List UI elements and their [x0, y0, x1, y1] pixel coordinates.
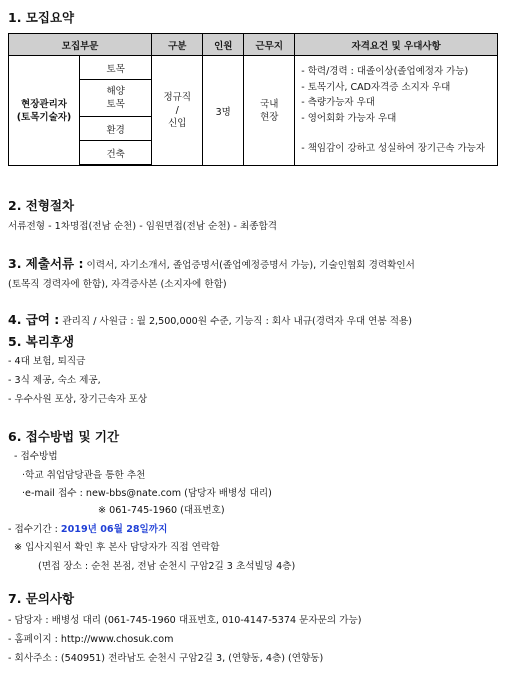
header-division: 모집부문: [9, 34, 152, 56]
location-cell: [244, 56, 295, 166]
benefit-item: - 3식 제공, 숙소 제공,: [8, 375, 101, 386]
section-3-title: 3. 제출서류 :: [8, 256, 84, 271]
section-5-title: 5. 복리후생: [8, 334, 75, 349]
type-line: /: [175, 105, 179, 116]
documents-line-1: [8, 254, 415, 272]
condition-item: - 영어회화 가능자 우대: [301, 112, 397, 124]
location-line: 국내: [260, 98, 279, 110]
inquiry-address: - 회사주소 : (540951) 전라남도 순천시 구암2길 3, (연향동, 4층) (연향동): [8, 653, 324, 664]
type-line: 신입: [168, 118, 187, 129]
documents-line-2: (토목직 경력자에 한함), 자격증사본 (소지자에 한함): [8, 279, 227, 290]
header-location: 근무지: [244, 34, 295, 56]
condition-item: - 측량가능자 우대: [301, 97, 375, 108]
section-7-title: 7. 문의사항: [8, 591, 75, 606]
period-line: [8, 521, 167, 535]
salary-text: 관리직 / 사원급 : 월 2,500,000원 수준, 기능직 : 회사 내규(경력자 우대 연봉 적용): [59, 316, 413, 327]
section-6-title: 6. 접수방법 및 기간: [8, 429, 120, 444]
subfield-architecture: 건축: [80, 141, 152, 165]
role-subtitle: (토목기술자): [16, 111, 72, 123]
period-label: - 접수기간 :: [8, 524, 61, 535]
subfield-line: 해양: [106, 86, 125, 97]
condition-item: - 학력/경력 : 대졸이상(졸업예정자 가능): [301, 66, 469, 77]
type-cell: [152, 56, 203, 166]
section-1-title: 1. 모집요약: [8, 10, 75, 25]
type-line: 정규직: [163, 92, 192, 103]
method-email: ·e-mail 접수 : new-bbs@nate.com (담당자 배병성 대리): [22, 488, 272, 499]
interview-location: (면접 장소 : 순천 본점, 전남 순천시 구암2길 3 초석빌딩 4층): [38, 561, 296, 572]
method-phone: ※ 061-745-1960 (대표번호): [98, 505, 225, 516]
subfield-environment: 환경: [80, 117, 152, 141]
condition-item: - 책임감이 강하고 성실하여 장기근속 가능자: [301, 143, 485, 154]
recruitment-summary-table: [8, 33, 498, 166]
inquiry-contact: - 담당자 : 배병성 대리 (061-745-1960 대표번호, 010-4147-5374 문자문의 가능): [8, 615, 362, 626]
subfield-civil: 토목: [80, 56, 152, 80]
inquiry-homepage: - 홈페이지 : http://www.chosuk.com: [8, 634, 174, 645]
subfield-marine-civil: [80, 80, 152, 117]
count-cell: 3명: [203, 56, 244, 166]
header-qualifications: 자격요건 및 우대사항: [295, 34, 498, 56]
location-line: 현장: [260, 111, 279, 123]
benefit-item: - 4대 보험, 퇴직금: [8, 356, 86, 367]
period-value: 2019년 06월 28일까지: [60, 524, 168, 535]
condition-item: - 토목기사, CAD자격증 소지자 우대: [301, 81, 451, 93]
table-row: [9, 56, 498, 80]
header-count: 인원: [203, 34, 244, 56]
selection-process: 서류전형 - 1차명접(전남 순천) - 임원면접(전남 순천) - 최종합격: [8, 221, 278, 232]
role-cell: [9, 56, 80, 166]
qualifications-cell: [295, 56, 498, 166]
section-4-title: 4. 급여 :: [8, 312, 60, 327]
documents-text: 이력서, 자기소개서, 졸업증명서(졸업예정증명서 가능), 기술인협회 경력확인서: [83, 260, 415, 271]
section-2-title: 2. 전형절차: [8, 198, 75, 213]
salary-line: [8, 310, 412, 328]
method-recommendation: ·학교 취업담당관을 통한 추천: [22, 470, 146, 481]
contact-note: ※ 입사지원서 확인 후 본사 담당자가 직접 연락함: [14, 542, 220, 553]
method-heading: - 접수방법: [14, 451, 58, 462]
role-title: 현장관리자: [21, 98, 67, 110]
subfield-line: 토목: [106, 99, 125, 110]
table-header-row: [9, 34, 498, 56]
benefit-item: - 우수사원 포상, 장기근속자 포상: [8, 394, 148, 405]
header-type: 구분: [152, 34, 203, 56]
